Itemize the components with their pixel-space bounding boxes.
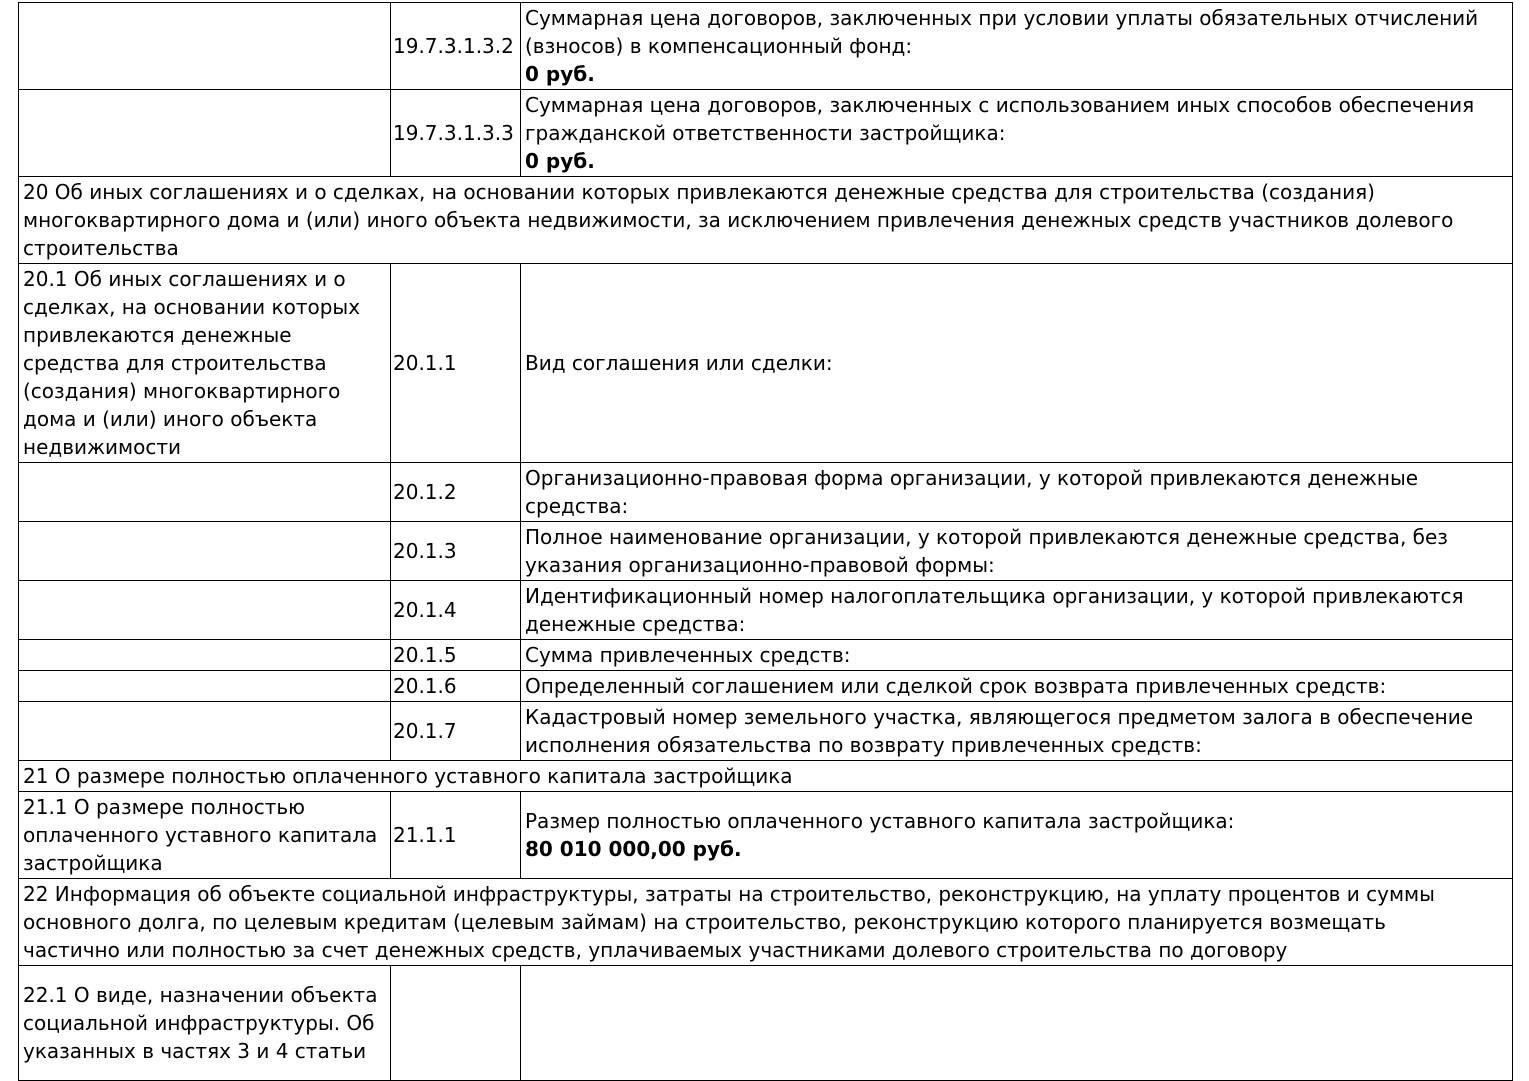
row-field — [521, 966, 1513, 1081]
row-group-label — [19, 581, 391, 640]
field-caption: Размер полностью оплаченного уставного капитала застройщика: — [525, 809, 1235, 833]
row-field — [521, 90, 1513, 177]
field-caption: Сумма привлеченных средств: — [525, 643, 851, 667]
row-group-label — [19, 522, 391, 581]
row-item-number: 20.1.1 — [391, 264, 521, 463]
declaration-row — [19, 581, 1513, 640]
field-caption: Кадастровый номер земельного участка, являющегося предметом залога в обеспечение исполнения обязательства по возврату привлеченных средств: — [525, 705, 1474, 757]
field-caption: Идентификационный номер налогоплательщика организации, у которой привлекаются денежные средства: — [525, 584, 1464, 636]
row-item-number: 20.1.5 — [391, 640, 521, 671]
row-item-number — [391, 966, 521, 1081]
row-group-label — [19, 671, 391, 702]
row-group-label — [19, 3, 391, 90]
field-caption: Определенный соглашением или сделкой срок возврата привлеченных средств: — [525, 674, 1387, 698]
row-field — [521, 640, 1513, 671]
declaration-row — [19, 3, 1513, 90]
row-field — [521, 463, 1513, 522]
field-caption: Организационно-правовая форма организации, у которой привлекаются денежные средства: — [525, 466, 1419, 518]
declaration-row — [19, 522, 1513, 581]
row-field — [521, 581, 1513, 640]
field-caption: Суммарная цена договоров, заключенных с использованием иных способов обеспечения гражданской ответственности застройщика: — [525, 93, 1475, 145]
declaration-row — [19, 463, 1513, 522]
section-title: 21 О размере полностью оплаченного уставного капитала застройщика — [19, 761, 1513, 792]
row-item-number: 20.1.4 — [391, 581, 521, 640]
field-caption: Вид соглашения или сделки: — [525, 351, 833, 375]
declaration-row — [19, 264, 1513, 463]
row-field — [521, 792, 1513, 879]
row-field — [521, 522, 1513, 581]
section-title: 22 Информация об объекте социальной инфраструктуры, затраты на строительство, реконструкцию, на уплату процентов и суммы основного долга, по целевым кредитам (целевым займам) на строительство, реконструкцию которого планируется возмещать частично или полностью за счет денежных средств, уплачиваемых участниками долевого строительства по договору — [19, 879, 1513, 966]
row-group-label — [19, 640, 391, 671]
row-item-number: 20.1.3 — [391, 522, 521, 581]
row-item-number: 20.1.2 — [391, 463, 521, 522]
field-caption: Суммарная цена договоров, заключенных при условии уплаты обязательных отчислений (взносов) в компенсационный фонд: — [525, 6, 1479, 58]
declaration-table — [18, 2, 1513, 1081]
declaration-row — [19, 90, 1513, 177]
row-item-number: 19.7.3.1.3.2 — [391, 3, 521, 90]
row-group-label — [19, 702, 391, 761]
row-group-label: 20.1 Об иных соглашениях и о сделках, на основании которых привлекаются денежные средства для строительства (создания) многоквартирного дома и (или) иного объекта недвижимости — [19, 264, 391, 463]
declaration-table-body — [19, 3, 1513, 1081]
row-item-number: 20.1.7 — [391, 702, 521, 761]
declaration-row — [19, 671, 1513, 702]
row-field — [521, 3, 1513, 90]
row-field — [521, 702, 1513, 761]
row-item-number: 19.7.3.1.3.3 — [391, 90, 521, 177]
row-group-label: 21.1 О размере полностью оплаченного уставного капитала застройщика — [19, 792, 391, 879]
declaration-row — [19, 792, 1513, 879]
row-group-label — [19, 90, 391, 177]
row-item-number: 20.1.6 — [391, 671, 521, 702]
section-header-row — [19, 761, 1513, 792]
row-group-label — [19, 463, 391, 522]
row-item-number: 21.1.1 — [391, 792, 521, 879]
field-value: 80 010 000,00 руб. — [525, 837, 742, 861]
declaration-row — [19, 640, 1513, 671]
field-caption: Полное наименование организации, у которой привлекаются денежные средства, без указания организационно-правовой формы: — [525, 525, 1448, 577]
section-header-row — [19, 177, 1513, 264]
section-title: 20 Об иных соглашениях и о сделках, на основании которых привлекаются денежные средства для строительства (создания) многоквартирного дома и (или) иного объекта недвижимости, за исключением привлечения денежных средств участников долевого строительства — [19, 177, 1513, 264]
field-value: 0 руб. — [525, 62, 595, 86]
section-header-row — [19, 879, 1513, 966]
field-value: 0 руб. — [525, 149, 595, 173]
declaration-row — [19, 702, 1513, 761]
row-field — [521, 264, 1513, 463]
declaration-row — [19, 966, 1513, 1081]
row-field — [521, 671, 1513, 702]
row-group-label: 22.1 О виде, назначении объекта социальной инфраструктуры. Об указанных в частях 3 и 4 статьи — [19, 966, 391, 1081]
